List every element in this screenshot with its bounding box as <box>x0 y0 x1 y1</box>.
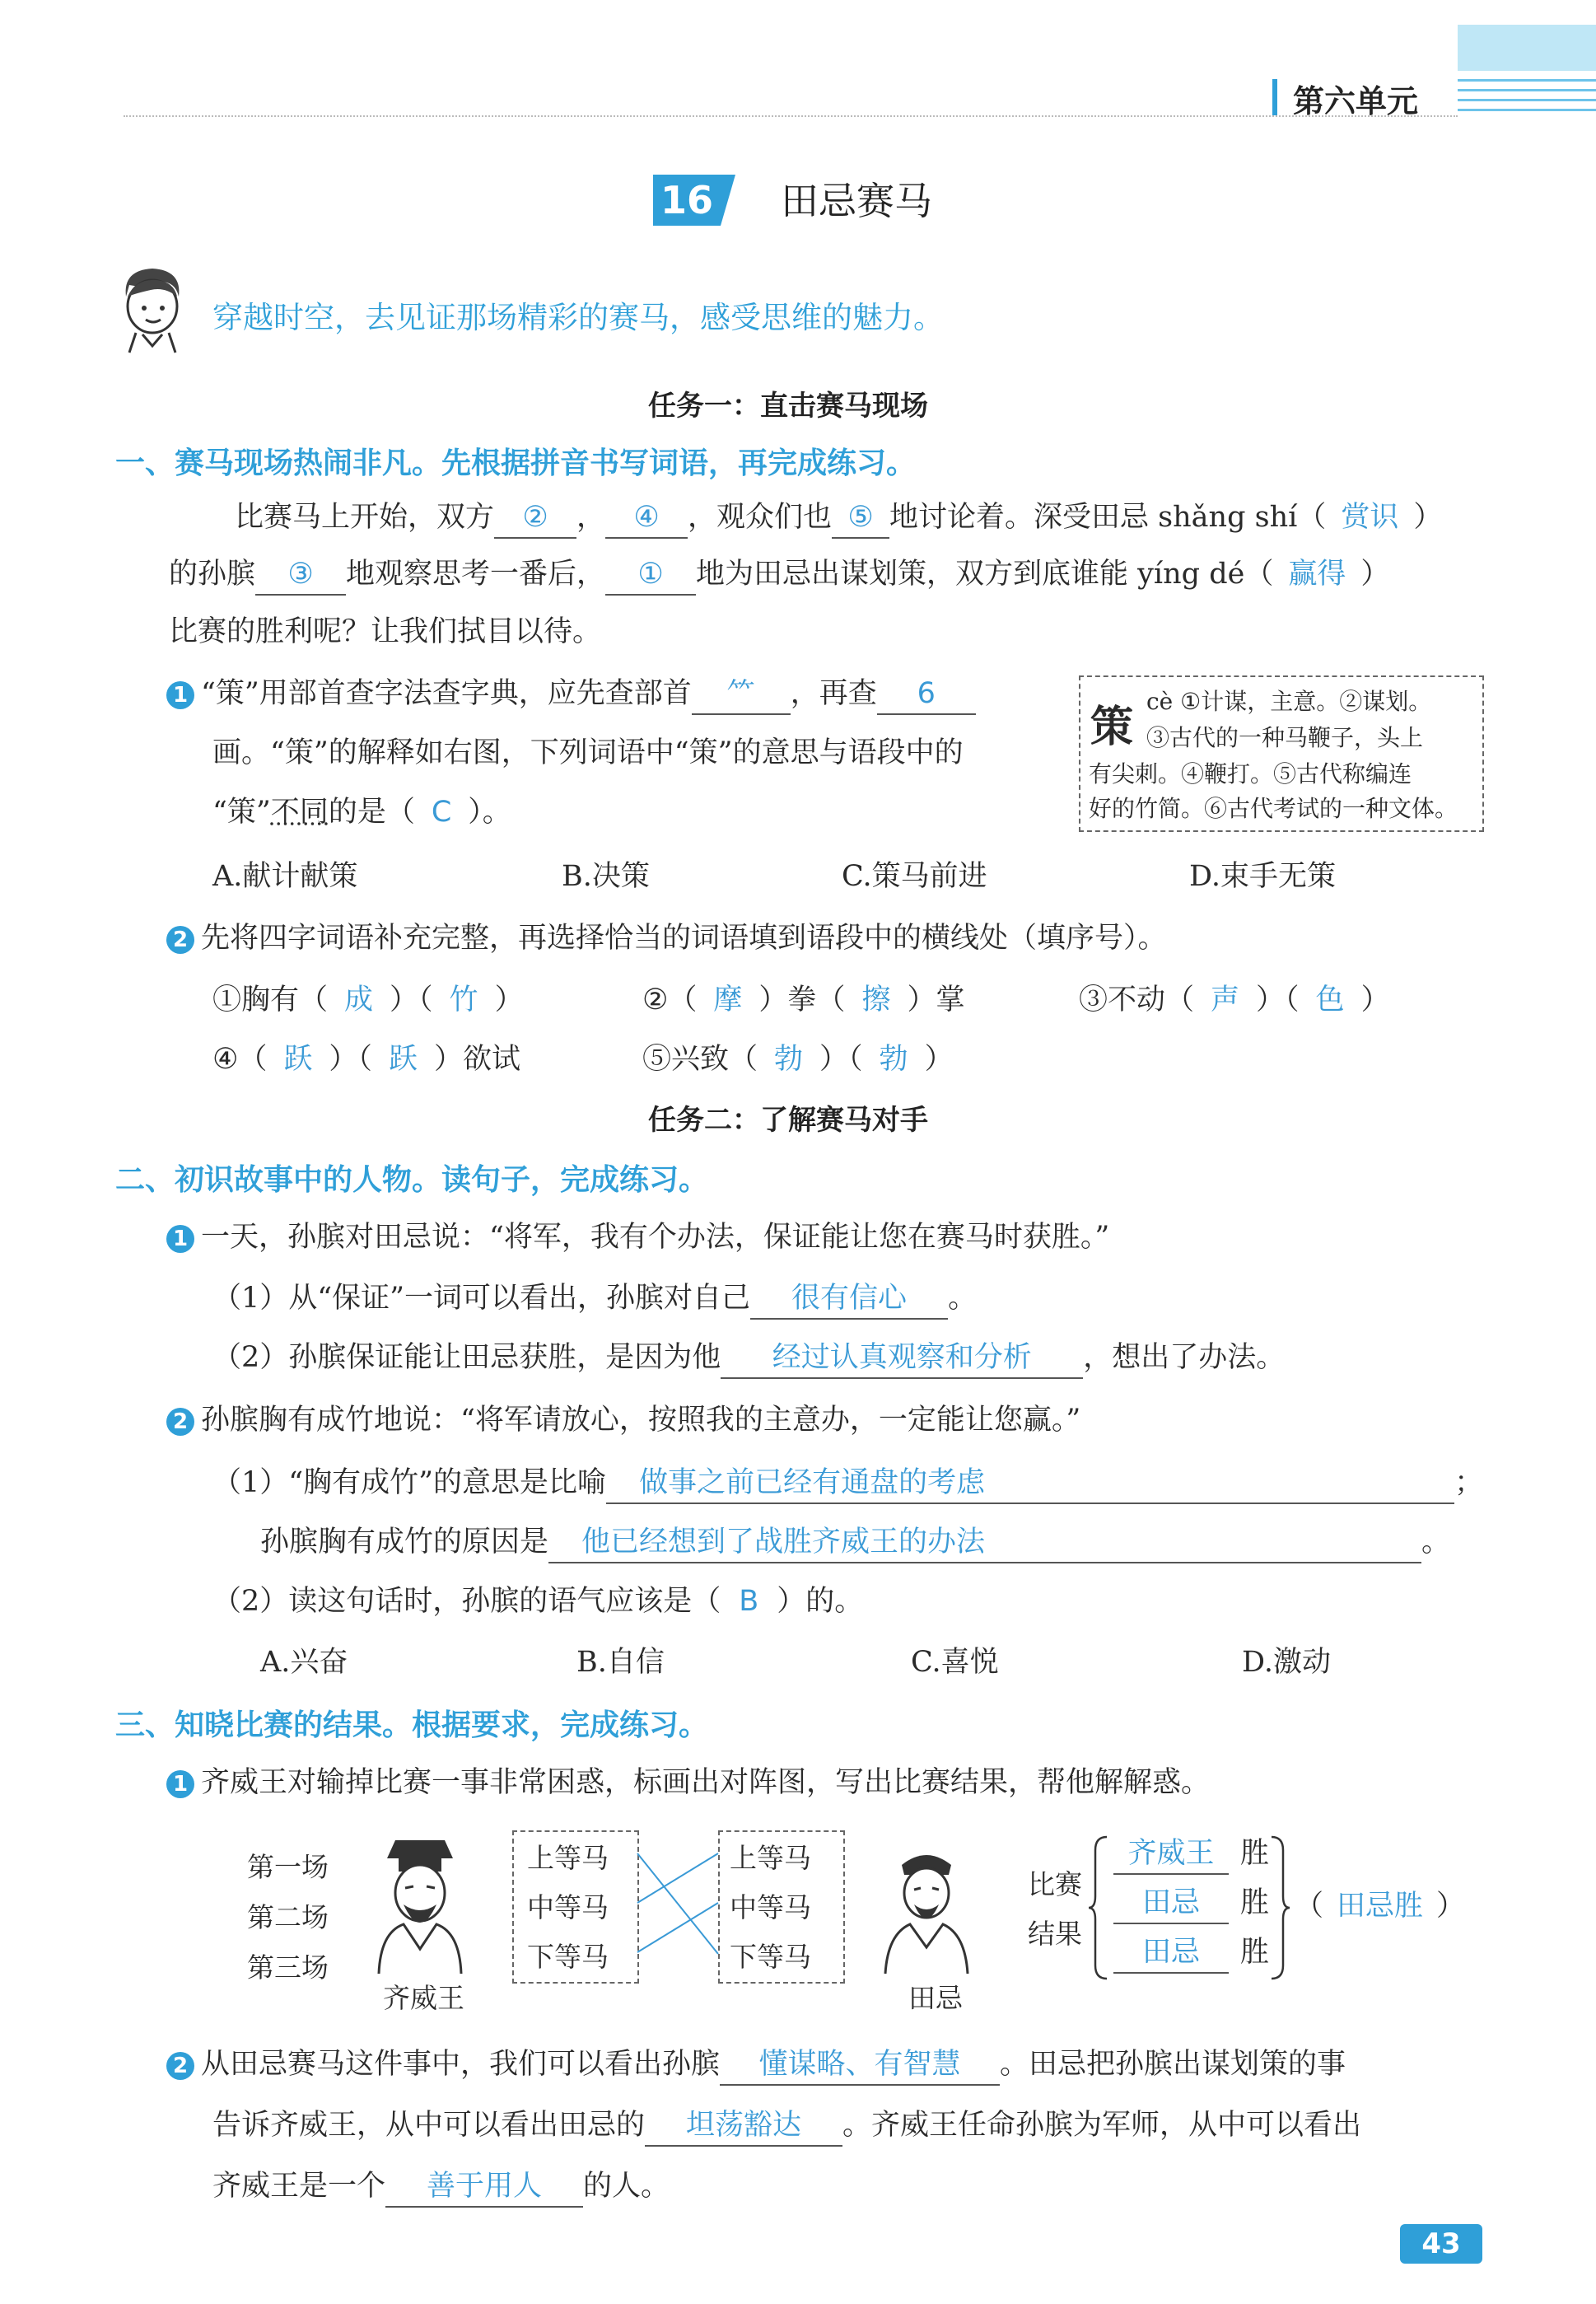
t2-q2-sub2: （2）读这句话时，孙膑的语气应该是（ B ）的。 <box>212 1585 864 1618</box>
strokes-answer[interactable]: 6 <box>877 674 976 715</box>
winner-2[interactable]: 田忌 <box>1113 1883 1229 1924</box>
blank-4[interactable]: ③ <box>255 554 346 596</box>
header-stripes <box>1458 25 1596 119</box>
tianji-horse-1: 上等马 <box>730 1842 811 1874</box>
answer-shangshi[interactable]: 赏识 <box>1341 501 1399 534</box>
tianji-horses <box>730 1834 811 1982</box>
lesson-number: 16 <box>660 178 713 222</box>
paragraph-line-3: 比赛的胜利呢？让我们拭目以待。 <box>169 615 602 648</box>
answer-reason[interactable]: 经过认真观察和分析 <box>721 1338 1083 1379</box>
answer-confidence[interactable]: 很有信心 <box>750 1278 948 1320</box>
t1-q1-line-1: 1 “策”用部首查字法查字典，应先查部首 ⺮ ，再查 6 <box>166 674 976 715</box>
overall-answer[interactable]: 田忌胜 <box>1337 1890 1424 1923</box>
t3-q2-line-1: 2 从田忌赛马这件事中，我们可以看出孙膑 懂谋略、有智慧 。田忌把孙膑出谋划策的事 <box>166 2045 1346 2086</box>
header-bar <box>1272 79 1277 115</box>
idiom-item-5: ⑤兴致（ 勃 ）（ 勃 ） <box>642 1043 954 1076</box>
result-row-1: 齐威王 胜 <box>1113 1834 1269 1875</box>
result-right-brace <box>1268 1834 1293 1982</box>
king-label: 齐威王 <box>383 1982 464 2014</box>
question-number-badge: 1 <box>166 1225 194 1253</box>
answer-idiom-cause[interactable]: 他已经想到了战胜齐威王的办法 <box>548 1522 1421 1563</box>
t3-q2-line-3: 齐威王是一个 善于用人 的人。 <box>212 2166 670 2208</box>
idiom-item-4: ④（ 跃 ）（ 跃 ）欲试 <box>212 1043 520 1076</box>
dict-text-1: cè ①计谋，主意。②谋划。 <box>1146 688 1432 715</box>
page-number: 43 <box>1421 2227 1461 2260</box>
t2-q2-sub1b: 孙膑胸有成竹的原因是 他已经想到了战胜齐威王的办法 。 <box>260 1522 1450 1563</box>
t2-q2-option-c[interactable]: C.喜悦 <box>911 1646 999 1679</box>
idiom-item-3: ③不动（ 声 ）（ 色 ） <box>1079 984 1390 1016</box>
intro-text: 穿越时空，去见证那场精彩的赛马，感受思维的魅力。 <box>212 300 944 335</box>
section2-title: 二、初识故事中的人物。读句子，完成练习。 <box>115 1163 709 1197</box>
result-row-2: 田忌 胜 <box>1113 1883 1269 1924</box>
dict-text-2: ③古代的一种马鞭子，头上 <box>1146 724 1424 751</box>
king-qiwei-portrait-icon <box>362 1834 478 1974</box>
result-label: 比赛 结果 <box>1028 1868 1082 1950</box>
dict-text-3: 有尖刺。④鞭打。⑤古代称编连 <box>1089 760 1412 787</box>
boy-avatar-icon <box>111 264 194 354</box>
blank-2[interactable]: ④ <box>605 498 688 539</box>
page-number-badge <box>1400 2224 1482 2264</box>
header-divider <box>124 115 1458 117</box>
question-number-badge: 1 <box>166 681 194 709</box>
t2-q2-option-b[interactable]: B.自信 <box>576 1646 665 1679</box>
unit-label: 第六单元 <box>1293 83 1419 119</box>
king-horses <box>527 1834 609 1982</box>
paragraph-line-2: 的孙膑 ③ 地观察思考一番后， ① 地为田忌出谋划策，双方到底谁能 yíng dé（ 赢得 ） <box>169 554 1389 596</box>
t1-q1-line-2: 画。“策”的解释如右图，下列词语中“策”的意思与语段中的 <box>212 736 964 769</box>
answer-king-trait[interactable]: 善于用人 <box>385 2166 583 2208</box>
tianji-horse-2: 中等马 <box>730 1891 811 1923</box>
winner-1[interactable]: 齐威王 <box>1113 1834 1229 1875</box>
t2-q2-option-a[interactable]: A.兴奋 <box>260 1646 348 1679</box>
answer-tianji-trait[interactable]: 坦荡豁达 <box>645 2105 842 2147</box>
rounds-column <box>247 1842 329 1993</box>
result-left-brace <box>1087 1834 1112 1982</box>
king-horse-1: 上等马 <box>527 1842 609 1874</box>
t2-q2-quote: 2 孙膑胸有成竹地说：“将军请放心，按照我的主意办，一定能让您赢。” <box>166 1400 1080 1440</box>
answer-tone[interactable]: B <box>739 1585 759 1618</box>
question-number-badge: 2 <box>166 926 194 954</box>
t1-q1-option-c[interactable]: C.策马前进 <box>842 860 987 893</box>
t1-q1-line-3: “策”不同的是（ C ）。 <box>212 796 511 829</box>
blank-3[interactable]: ⑤ <box>832 498 889 539</box>
t3-q1-prompt: 1 齐威王对输掉比赛一事非常困惑，标画出对阵图，写出比赛结果，帮他解解惑。 <box>166 1763 1210 1802</box>
section3-title: 三、知晓比赛的结果。根据要求，完成练习。 <box>115 1708 709 1742</box>
round-3: 第三场 <box>247 1951 329 1984</box>
question-number-badge: 2 <box>166 2052 194 2080</box>
lesson-title: 田忌赛马 <box>781 179 932 223</box>
lesson-number-badge <box>653 175 721 226</box>
task1-title: 任务一：直击赛马现场 <box>648 390 928 423</box>
question-number-badge: 1 <box>166 1770 194 1798</box>
t1-q1-answer[interactable]: C <box>431 796 452 829</box>
king-horse-2: 中等马 <box>527 1891 609 1923</box>
lesson-badge-corner <box>721 175 735 226</box>
dict-text-4: 好的竹简。⑥古代考试的一种文体。 <box>1089 795 1458 822</box>
king-horse-3: 下等马 <box>527 1941 609 1973</box>
question-number-badge: 2 <box>166 1408 194 1436</box>
winner-3[interactable]: 田忌 <box>1113 1932 1229 1974</box>
answer-yingde[interactable]: 赢得 <box>1288 558 1346 591</box>
blank-5[interactable]: ① <box>605 554 696 596</box>
dictionary-box <box>1079 675 1484 832</box>
tianji-portrait-icon <box>873 1842 980 1974</box>
t2-q1-sub2: （2）孙膑保证能让田忌获胜，是因为他 经过认真观察和分析 ，想出了办法。 <box>212 1338 1285 1379</box>
t2-q1-sub1: （1）从“保证”一词可以看出，孙膑对自己 很有信心 。 <box>212 1278 977 1320</box>
answer-sunbin-trait[interactable]: 懂谋略、有智慧 <box>720 2045 1000 2086</box>
round-2: 第二场 <box>247 1901 329 1933</box>
t2-q1-quote: 1 一天，孙膑对田忌说：“将军，我有个办法，保证能让您在赛马时获胜。” <box>166 1217 1109 1257</box>
t1-q2-prompt-line: 2 先将四字词语补充完整，再选择恰当的词语填到语段中的横线处（填序号）。 <box>166 918 1167 958</box>
t2-q2-sub1: （1）“胸有成竹”的意思是比喻 做事之前已经有通盘的考虑 ； <box>212 1463 1483 1504</box>
t2-q2-option-d[interactable]: D.激动 <box>1242 1646 1331 1679</box>
t1-q1-option-b[interactable]: B.决策 <box>562 860 650 893</box>
section1-title: 一、赛马现场热闹非凡。先根据拼音书写词语，再完成练习。 <box>115 446 917 480</box>
task2-title: 任务二：了解赛马对手 <box>648 1104 928 1137</box>
answer-idiom-meaning[interactable]: 做事之前已经有通盘的考虑 <box>606 1463 1454 1504</box>
t1-q1-option-d[interactable]: D.束手无策 <box>1189 860 1336 893</box>
dict-char: 策 <box>1090 702 1134 752</box>
idiom-item-1: ①胸有（ 成 ）（ 竹 ） <box>212 984 524 1016</box>
idiom-item-2: ②（ 摩 ）拳（ 擦 ）掌 <box>642 984 965 1016</box>
matchup-lines <box>636 1830 720 1980</box>
result-row-3: 田忌 胜 <box>1113 1932 1269 1974</box>
radical-answer[interactable]: ⺮ <box>692 674 791 715</box>
tianji-horse-3: 下等马 <box>730 1941 811 1973</box>
t1-q1-option-a[interactable]: A.献计献策 <box>212 860 358 893</box>
round-1: 第一场 <box>247 1851 329 1883</box>
blank-1[interactable]: ② <box>494 498 576 539</box>
overall-result: （ 田忌胜 ） <box>1295 1890 1466 1923</box>
t3-q2-line-2: 告诉齐威王，从中可以看出田忌的 坦荡豁达 。齐威王任命孙膑为军师，从中可以看出 <box>212 2105 1361 2147</box>
tianji-label: 田忌 <box>908 1982 963 2014</box>
paragraph-line-1: 比赛马上开始，双方 ② ， ④ ，观众们也 ⑤ 地讨论着。深受田忌 shǎng shí（ 赏识 ） <box>235 498 1442 539</box>
